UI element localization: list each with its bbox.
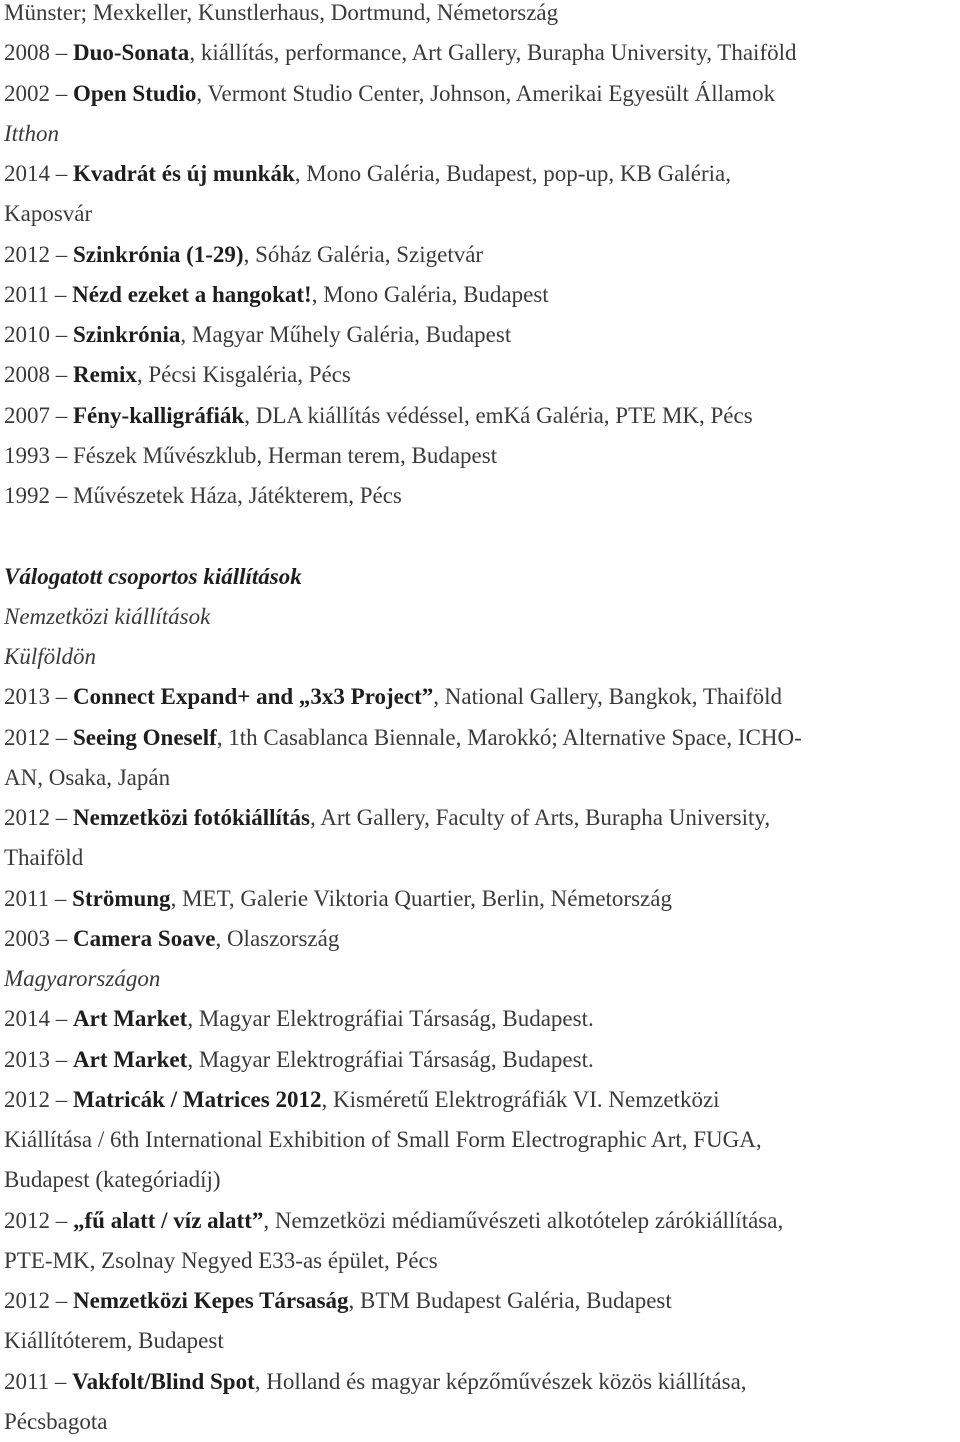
entry-details: Kiállítóterem, Budapest	[4, 1328, 224, 1354]
entry-dash: –	[55, 362, 68, 388]
entry-details: , Pécsi Kisgaléria, Pécs	[136, 362, 351, 388]
entry-details: , National Gallery, Bangkok, Thaiföld	[433, 684, 783, 710]
entry-dash: –	[55, 684, 68, 710]
entry-title: Vakfolt/Blind Spot	[72, 1368, 255, 1394]
entry-title: Camera Soave	[73, 925, 216, 951]
entry-details: , Magyar Műhely Galéria, Budapest	[180, 322, 512, 347]
entry-dash: –	[55, 805, 68, 830]
entry-title: Matricák / Matrices 2012	[73, 1086, 322, 1112]
exhibition-entry	[4, 718, 958, 758]
entry-year: 2011	[4, 281, 50, 307]
heading-text: Válogatott csoportos kiállítások	[4, 563, 302, 589]
entry-title: Duo-Sonata	[73, 40, 190, 66]
entry-details: , Mono Galéria, Budapest	[311, 281, 549, 307]
entry-dash: –	[55, 402, 68, 428]
entry-year: 2012	[4, 1207, 50, 1233]
section-heading-hungary	[4, 959, 958, 999]
entry-year: 2002	[4, 80, 50, 106]
exhibition-entry	[4, 1040, 958, 1080]
entry-dash: –	[55, 925, 68, 951]
blank-line	[4, 516, 958, 556]
exhibition-entry-continuation	[4, 1241, 958, 1281]
entry-year: 2012	[4, 1288, 50, 1313]
entry-details: , Mono Galéria, Budapest, pop-up, KB Galéria,	[294, 161, 731, 186]
entry-details: , 1th Casablanca Biennale, Marokkó; Alternative Space, ICHO-	[216, 724, 802, 750]
entry-title: Art Market	[73, 1046, 188, 1072]
entry-text: Münster; Mexkeller, Kunstlerhaus, Dortmund, Németország	[4, 0, 559, 25]
exhibition-entry	[4, 999, 958, 1039]
entry-title: Kvadrát és új munkák	[73, 161, 295, 186]
entry-dash: –	[55, 1288, 68, 1313]
exhibition-entry	[4, 919, 958, 959]
entry-dash: –	[55, 241, 68, 267]
entry-details: Thaiföld	[4, 845, 84, 871]
entry-details: Fészek Művészklub, Herman terem, Budapest	[73, 442, 498, 468]
entry-details: , Olaszország	[215, 925, 340, 951]
section-heading-abroad	[4, 637, 958, 677]
exhibition-entry	[4, 798, 958, 838]
entry-dash: –	[55, 322, 68, 347]
entry-details: , MET, Galerie Viktoria Quartier, Berlin, Németország	[170, 885, 672, 911]
entry-year: 2010	[4, 322, 50, 347]
entry-details: AN, Osaka, Japán	[4, 764, 171, 790]
entry-year: 2012	[4, 805, 50, 830]
entry-dash: –	[55, 80, 68, 106]
entry-dash: –	[55, 724, 68, 750]
entry-year: 2014	[4, 161, 50, 186]
entry-year: 1993	[4, 442, 50, 468]
section-heading-international	[4, 597, 958, 637]
heading-text: Külföldön	[4, 644, 97, 669]
entry-title: Art Market	[73, 1006, 188, 1032]
exhibition-entry-continuation	[4, 194, 958, 234]
exhibition-entry	[4, 436, 958, 476]
entry-year: 2013	[4, 1046, 50, 1072]
entry-dash: –	[55, 442, 68, 468]
entry-title: Szinkrónia (1-29)	[73, 241, 244, 267]
entry-year: 2012	[4, 724, 50, 750]
entry-details: Budapest (kategóriadíj)	[4, 1167, 221, 1193]
entry-dash: –	[55, 483, 68, 508]
entry-year: 2011	[4, 885, 50, 911]
exhibition-entry	[4, 879, 958, 919]
entry-dash: –	[55, 161, 68, 186]
entry-year: 2008	[4, 40, 50, 66]
entry-title: Nézd ezeket a hangokat!	[72, 281, 312, 307]
entry-title: Nemzetközi Kepes Társaság	[73, 1288, 349, 1313]
entry-details: , Nemzetközi médiaművészeti alkotótelep zárókiállítása,	[263, 1207, 784, 1233]
entry-details: Pécsbagota	[4, 1408, 108, 1434]
exhibition-entry-continuation	[4, 758, 958, 798]
continued-entry-line	[4, 0, 958, 33]
exhibition-entry	[4, 235, 958, 275]
entry-details: , Magyar Elektrográfiai Társaság, Budapest.	[187, 1006, 594, 1032]
entry-details: Kaposvár	[4, 201, 93, 227]
entry-details: Művészetek Háza, Játékterem, Pécs	[73, 483, 402, 508]
exhibition-entry	[4, 315, 958, 355]
entry-title: Szinkrónia	[73, 322, 181, 347]
exhibition-entry	[4, 33, 958, 73]
entry-title: Strömung	[72, 885, 171, 911]
entry-details: , Art Gallery, Faculty of Arts, Burapha University,	[309, 805, 771, 830]
exhibition-entry-continuation	[4, 1321, 958, 1361]
entry-title: Open Studio	[73, 80, 197, 106]
entry-details: , Kisméretű Elektrográfiák VI. Nemzetközi	[321, 1086, 720, 1112]
entry-details: , kiállítás, performance, Art Gallery, Burapha University, Thaiföld	[189, 40, 797, 66]
exhibition-entry	[4, 154, 958, 194]
entry-year: 2012	[4, 1086, 50, 1112]
entry-details: , Magyar Elektrográfiai Társaság, Budapest.	[187, 1046, 594, 1072]
entry-details: , DLA kiállítás védéssel, emKá Galéria, PTE MK, Pécs	[244, 402, 753, 428]
entry-details: , BTM Budapest Galéria, Budapest	[348, 1288, 672, 1313]
entry-details: PTE-MK, Zsolnay Negyed E33-as épület, Pécs	[4, 1247, 438, 1273]
exhibition-entry	[4, 1080, 958, 1120]
entry-dash: –	[55, 1046, 68, 1072]
exhibition-entry	[4, 476, 958, 516]
entry-details: , Holland és magyar képzőművészek közös kiállítása,	[254, 1368, 747, 1394]
entry-title: Remix	[73, 362, 137, 388]
heading-text: Magyarországon	[4, 966, 161, 991]
entry-dash: –	[54, 1368, 67, 1394]
exhibition-entry-continuation	[4, 1160, 958, 1200]
entry-details: , Vermont Studio Center, Johnson, Amerikai Egyesült Államok	[196, 80, 776, 106]
entry-title: Nemzetközi fotókiállítás	[73, 805, 310, 830]
entry-year: 2011	[4, 1368, 50, 1394]
entry-title: Fény-kalligráfiák	[73, 402, 245, 428]
entry-year: 2012	[4, 241, 50, 267]
entry-dash: –	[55, 1086, 68, 1112]
section-heading-group	[4, 557, 958, 597]
entry-dash: –	[54, 281, 67, 307]
exhibition-entry	[4, 1362, 958, 1402]
entry-year: 1992	[4, 483, 50, 508]
entry-details: , Sóház Galéria, Szigetvár	[243, 241, 484, 267]
entry-dash: –	[55, 1207, 68, 1233]
exhibition-entry	[4, 275, 958, 315]
exhibition-entry-continuation	[4, 838, 958, 878]
entry-title: „fű alatt / víz alatt”	[73, 1207, 264, 1233]
entry-dash: –	[54, 885, 67, 911]
exhibition-entry	[4, 396, 958, 436]
entry-year: 2013	[4, 684, 50, 710]
exhibition-entry	[4, 1281, 958, 1321]
entry-year: 2007	[4, 402, 50, 428]
entry-year: 2014	[4, 1006, 50, 1032]
heading-text: Itthon	[4, 120, 59, 146]
entry-details: Kiállítása / 6th International Exhibition of Small Form Electrographic Art, FUGA,	[4, 1127, 762, 1152]
entry-dash: –	[55, 40, 68, 66]
heading-text: Nemzetközi kiállítások	[4, 603, 211, 629]
exhibition-entry	[4, 74, 958, 114]
entry-title: Connect Expand+ and „3x3 Project”	[73, 684, 434, 710]
entry-year: 2008	[4, 362, 50, 388]
entry-title: Seeing Oneself	[73, 724, 217, 750]
section-heading-itthon	[4, 114, 958, 154]
exhibition-entry	[4, 355, 958, 395]
cv-exhibition-document	[4, 0, 958, 1442]
entry-dash: –	[55, 1006, 68, 1032]
exhibition-entry	[4, 1201, 958, 1241]
exhibition-entry	[4, 677, 958, 717]
exhibition-entry-continuation	[4, 1120, 958, 1160]
entry-year: 2003	[4, 925, 50, 951]
